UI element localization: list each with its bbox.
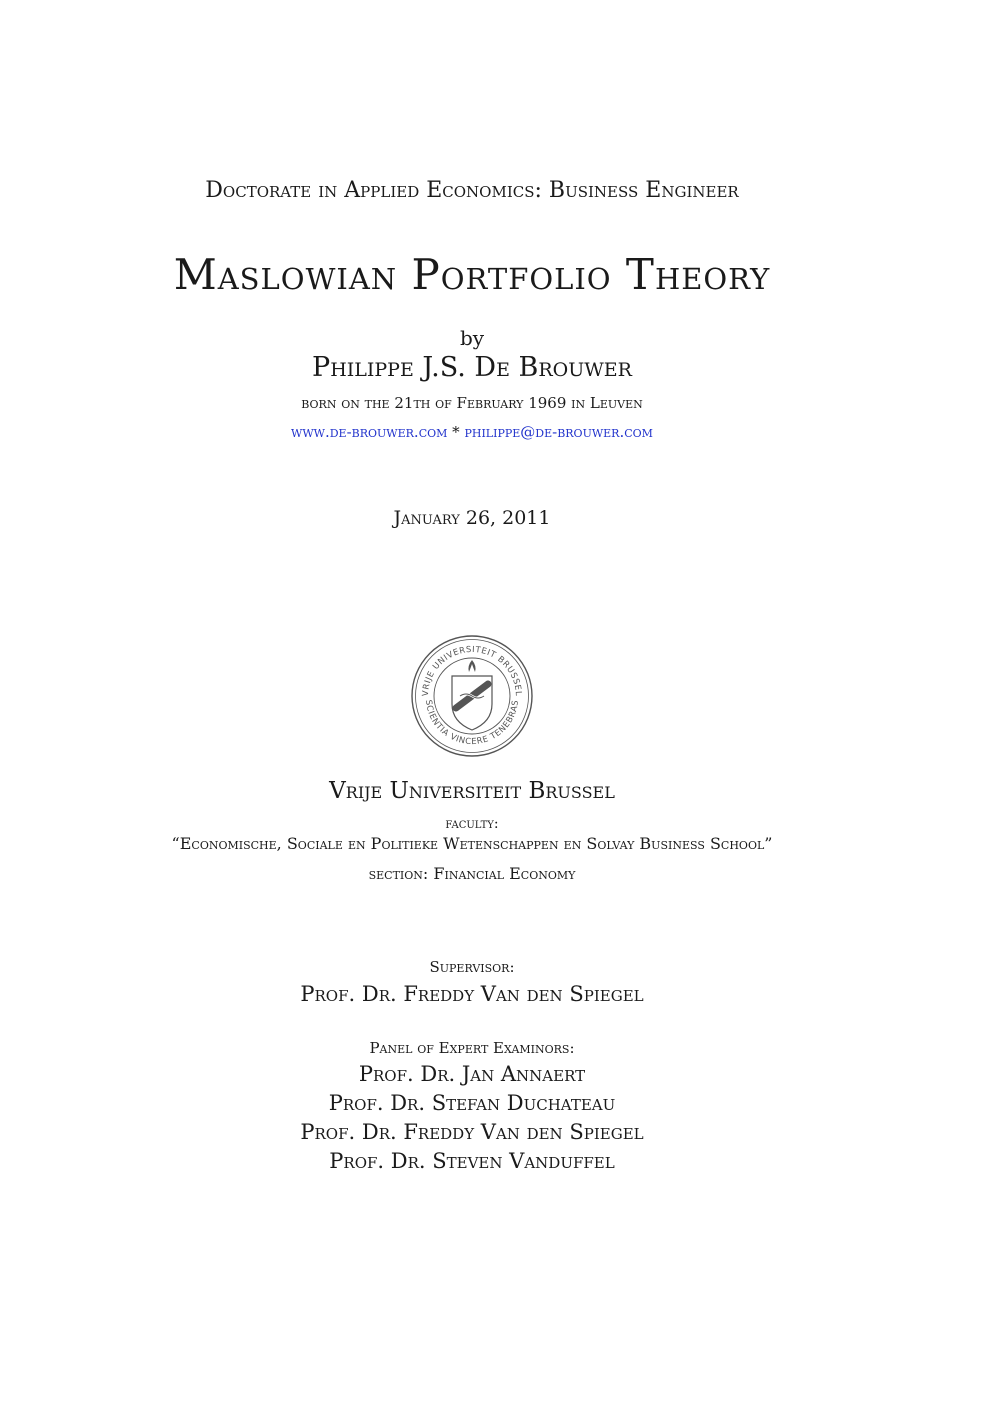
contact-links xyxy=(0,423,944,441)
by-label: by xyxy=(459,326,485,350)
examiner-list xyxy=(0,1060,944,1176)
seal-bottom-text: SCIENTIA VINCERE TENEBRAS xyxy=(423,699,521,747)
website-link[interactable]: www.de-brouwer.com xyxy=(291,423,448,441)
document-title: Maslowian Portfolio Theory xyxy=(173,250,771,299)
link-separator: * xyxy=(452,423,460,441)
examiner-name: Prof. Dr. Steven Vanduffel xyxy=(329,1149,615,1173)
examiner-name: Prof. Dr. Jan Annaert xyxy=(358,1062,586,1086)
examiner-name: Prof. Dr. Freddy Van den Spiegel xyxy=(300,1120,644,1144)
birth-info: born on the 21th of February 1969 in Leuven xyxy=(301,394,643,412)
seal-top-text: VRIJE UNIVERSITEIT BRUSSEL xyxy=(419,643,525,697)
svg-text:VRIJE UNIVERSITEIT BRUSSEL xyxy=(420,644,524,697)
document-date: January 26, 2011 xyxy=(393,507,551,529)
email-link[interactable]: philippe@de-brouwer.com xyxy=(464,423,653,441)
degree-line: Doctorate in Applied Economics: Business Engineer xyxy=(205,178,739,203)
author-name: Philippe J.S. De Brouwer xyxy=(312,352,632,383)
panel-label: Panel of Expert Examinors: xyxy=(369,1039,575,1057)
faculty-label: faculty: xyxy=(445,816,499,832)
university-name: Vrije Universiteit Brussel xyxy=(329,778,615,804)
section-name: section: Financial Economy xyxy=(368,864,576,883)
examiner-name: Prof. Dr. Stefan Duchateau xyxy=(328,1091,616,1115)
faculty-name: “Economische, Sociale en Politieke Wetenschappen en Solvay Business School” xyxy=(171,834,773,853)
svg-text:SCIENTIA VINCERE TENEBRAS xyxy=(424,699,520,746)
university-seal-logo xyxy=(410,634,534,758)
supervisor-label: Supervisor: xyxy=(429,958,515,976)
supervisor-name: Prof. Dr. Freddy Van den Spiegel xyxy=(300,982,644,1006)
